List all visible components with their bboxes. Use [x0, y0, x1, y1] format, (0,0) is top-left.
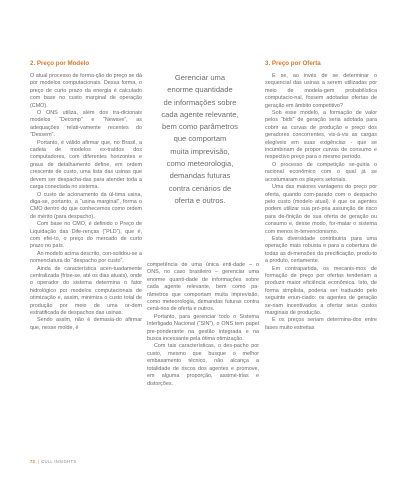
- right-paragraph: Esta diversidade contribuiria para uma operação mais robusta e para a cobertura de todas as di-mensões da precificação, produ-to a produto, certamente.: [265, 235, 377, 265]
- left-paragraph: O atual processo de forma-ção do preço se dá por modelos computacionais. Dessa forma, o preço de curto prazo da energia é calculado com base no custo marginal de operação (CMO).: [30, 73, 142, 109]
- right-section-heading: 3. Preço por Oferta: [265, 60, 321, 67]
- left-paragraph: Com base no CMO, é definido o Preço de Liquidação das Dife-renças (“PLD”), que é, com efei-to, o preço do mercado de curto prazo no país.: [30, 221, 142, 250]
- pull-quote-line: como meteorologia,: [166, 159, 234, 169]
- left-paragraph: Portanto, é válido afirmar que, no Brasil, a cadeia de modelos ex-traídos dos computadores, com diferentes horizontes e graus de detalhamento define, em ordem crescente de custo, uma lista das usinas que devem ser despacha-das para atender toda a carga conectada no sistema.: [30, 139, 142, 191]
- right-paragraph: Uma das maiores vantagens do preço por oferta, quando com-parado com o despacho pelo custo (modelo atual), é que os agentes podem utilizar sua pró-pria assunção de risco para de-finição de sua oferta de geração ou consumo e, desse modo, for-matar o sistema com menos in-tervencionismo.: [265, 184, 377, 235]
- right-paragraph: Sob esse modelo, a formação de valor pelos “bids” de geração seria adotada para cobrir as curvas de produção e preço dos geradores concorrentes, vis-à-vis as cargas elegíveis em suas exigências - que se incumbiriam de propor curvas de consumo e respectivo preço para o mesmo período.: [265, 110, 377, 161]
- pull-quote-line: cada agente relevante,: [161, 109, 239, 119]
- left-paragraph: Sendo assim, não é demasia-do afirmar que, nesse molde, é: [30, 317, 142, 331]
- left-paragraph: O custo de acionamento da úl-tima usina, diga-se, portanto, a “usina marginal”, forma o CMO dentro do que conhecemos como ordem de mérito (para despacho).: [30, 191, 142, 220]
- page-footer: [30, 459, 77, 464]
- pull-quote-line: contra cenários de: [168, 183, 232, 193]
- left-paragraph: Ao modelo acima descrito, con-solidou-se a nomenclatura do “despacho por custo”.: [30, 250, 142, 265]
- left-section-heading: 2. Preço por Modelo: [30, 60, 90, 67]
- pull-quote-line: muita imprevisão,: [170, 146, 230, 156]
- left-column: [30, 73, 142, 332]
- page-number: 72: [30, 459, 36, 464]
- pull-quote-line: que comportam: [173, 134, 227, 144]
- left-paragraph: O ONS utiliza, além dos tra-dicionais modelos “Decomp” e “Newave”, as adequações relati-vamente recentes do “Dessem”.: [30, 110, 142, 139]
- pull-quote-line: oferta e outros.: [174, 195, 226, 205]
- right-paragraph: O processo de competição se-guiria o racional econômico com o qual já se acostumaram os players setoriais.: [265, 161, 377, 183]
- pull-quote-line: enorme quantidade: [167, 85, 233, 95]
- pull-quote-line: Gerenciar uma: [174, 73, 226, 82]
- pull-quote-line: demandas futuras: [169, 171, 231, 181]
- middle-paragraph: competência de uma única enti-dade – o ONS, no caso brasileiro – gerenciar uma enorme quanti-dade de informações sobre cada agente relevante, bem como pa-râmetros que comportam muita imprevisão, como meteorologia, demandas futuras contra cená-rios de oferta e outros.: [147, 262, 259, 313]
- pull-quote: [140, 72, 260, 207]
- middle-paragraph: Com tais características, o des-pacho por custo, mesmo que busque o melhor embasamento técnico, não alcança a totalidade de riscos dos agentes e promove, em alguma proporção, assimé-trias e distorções.: [147, 343, 259, 387]
- right-column: [265, 73, 377, 332]
- right-paragraph: E os preços seriam determina-dos entre fases muito estreitas: [265, 317, 377, 331]
- middle-column: [147, 262, 259, 388]
- left-paragraph: Ainda de característica acen-tuadamente centralizada (frise-se, até os dias atuais), onde o operador do sistema determina o fator hidrológico por modelos computacionais de otimização e, assim, minimiza o custo total de produção por meio de uma or-dem estratificada de despachos das usinas.: [30, 265, 142, 316]
- middle-paragraph: Portanto, para gerenciar todo o Sistema Interligado Nacional (“SIN”), o ONS tem papel pre-ponderante na gestão integrada e na busca incessante pela ótima otimização.: [147, 313, 259, 343]
- right-paragraph: Em contrapartida, os mecanis-mos de formação de preço por ofertas tenderiam a produzir maior eficiência econômica. Isto, de forma simplista, poderia ser traduzido pelo seguinte enun-ciado: os agentes de geração se-riam incentivados a ofertar seus custos marginais de produção.: [265, 265, 377, 316]
- publication-name: | CULL INSIGHTS: [38, 459, 77, 464]
- right-paragraph: E se, ao invés de se determinar o sequencial das usinas a serem utilizadas por meio de modela-gem probabilística computacio-nal, fossem adotadas ofertas de geração em âmbito competitivo?: [265, 73, 377, 109]
- pull-quote-line: bem como parâmetros: [162, 122, 238, 132]
- pull-quote-line: de informações sobre: [163, 97, 237, 107]
